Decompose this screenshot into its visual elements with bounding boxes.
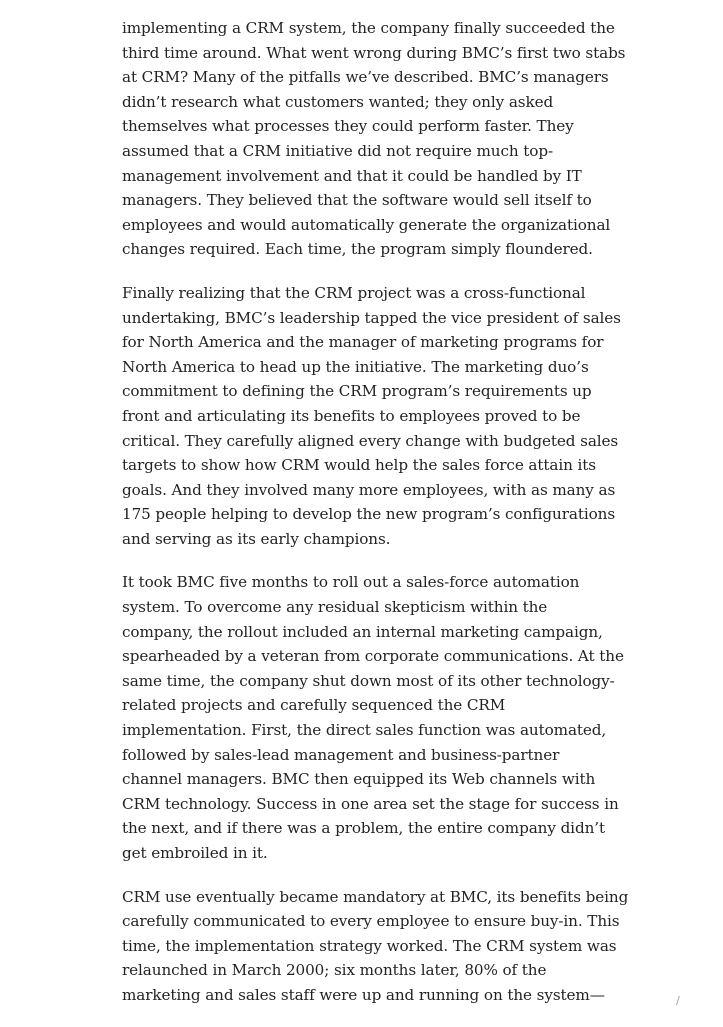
paragraph-line: at CRM? Many of the pitfalls we’ve described. BMC’s managers — [122, 68, 609, 87]
paragraph-line: third time around. What went wrong during BMC’s first two stabs — [122, 43, 626, 62]
paragraph-line: CRM technology. Success in one area set the stage for success in — [122, 794, 619, 813]
paragraph-line: management involvement and that it could be handled by IT — [122, 166, 582, 185]
paragraph-line: managers. They believed that the software would sell itself to — [122, 191, 592, 210]
paragraph-line: front and articulating its benefits to employees proved to be — [122, 406, 581, 425]
paragraph-line: didn’t research what customers wanted; they only asked — [122, 92, 554, 111]
paragraph-4 — [122, 885, 629, 1008]
paragraph-1 — [122, 16, 626, 262]
paragraph-line: same time, the company shut down most of its other technology- — [122, 671, 615, 690]
paragraph-line: company, the rollout included an internal marketing campaign, — [122, 622, 603, 641]
paragraph-line: relaunched in March 2000; six months later, 80% of the — [122, 961, 547, 980]
paragraph-line: It took BMC five months to roll out a sales-force automation — [122, 573, 580, 592]
paragraph-line: related projects and carefully sequenced the CRM — [122, 696, 506, 715]
paragraph-2 — [122, 281, 621, 552]
paragraph-3 — [122, 570, 624, 865]
paragraph-line: the next, and if there was a problem, the entire company didn’t — [122, 819, 605, 838]
paragraph-line: critical. They carefully aligned every change with budgeted sales — [122, 431, 619, 450]
paragraph-line: and serving as its early champions. — [122, 529, 391, 548]
paragraph-line: changes required. Each time, the program simply floundered. — [122, 240, 593, 259]
paragraph-line: time, the implementation strategy worked. The CRM system was — [122, 936, 617, 955]
paragraph-line: North America to head up the initiative. The marketing duo’s — [122, 357, 589, 376]
paragraph-line: implementation. First, the direct sales function was automated, — [122, 721, 607, 740]
paragraph-line: commitment to defining the CRM program’s requirements up — [122, 382, 592, 401]
article-body — [122, 16, 629, 1027]
paragraph-line: CRM use eventually became mandatory at BMC, its benefits being — [122, 887, 629, 906]
paragraph-line: employees and would automatically generate the organizational — [122, 215, 611, 234]
paragraph-line: targets to show how CRM would help the sales force attain its — [122, 456, 596, 475]
paragraph-line: implementing a CRM system, the company finally succeeded the — [122, 19, 615, 37]
paragraph-line: get embroiled in it. — [122, 844, 268, 862]
paragraph-line: channel managers. BMC then equipped its Web channels with — [122, 770, 596, 789]
paragraph-line: themselves what processes they could perform faster. They — [122, 117, 574, 136]
paragraph-line: spearheaded by a veteran from corporate communications. At the — [122, 647, 624, 666]
margin-mark: / — [676, 994, 680, 1007]
paragraph-line: goals. And they involved many more employees, with as many as — [122, 480, 616, 499]
paragraph-line: undertaking, BMC’s leadership tapped the vice president of sales — [122, 308, 621, 327]
paragraph-line: carefully communicated to every employee to ensure buy-in. This — [122, 912, 620, 931]
paragraph-line: system. To overcome any residual skepticism within the — [122, 598, 548, 617]
paragraph-line: 175 people helping to develop the new program’s configurations — [122, 505, 616, 524]
paragraph-line: Finally realizing that the CRM project was a cross-functional — [122, 283, 586, 302]
paragraph-line: assumed that a CRM initiative did not require much top- — [122, 141, 553, 160]
paragraph-line: for North America and the manager of marketing programs for — [122, 333, 604, 352]
paragraph-line: followed by sales-lead management and business-partner — [122, 745, 560, 764]
paragraph-line: marketing and sales staff were up and running on the system— — [122, 985, 605, 1004]
